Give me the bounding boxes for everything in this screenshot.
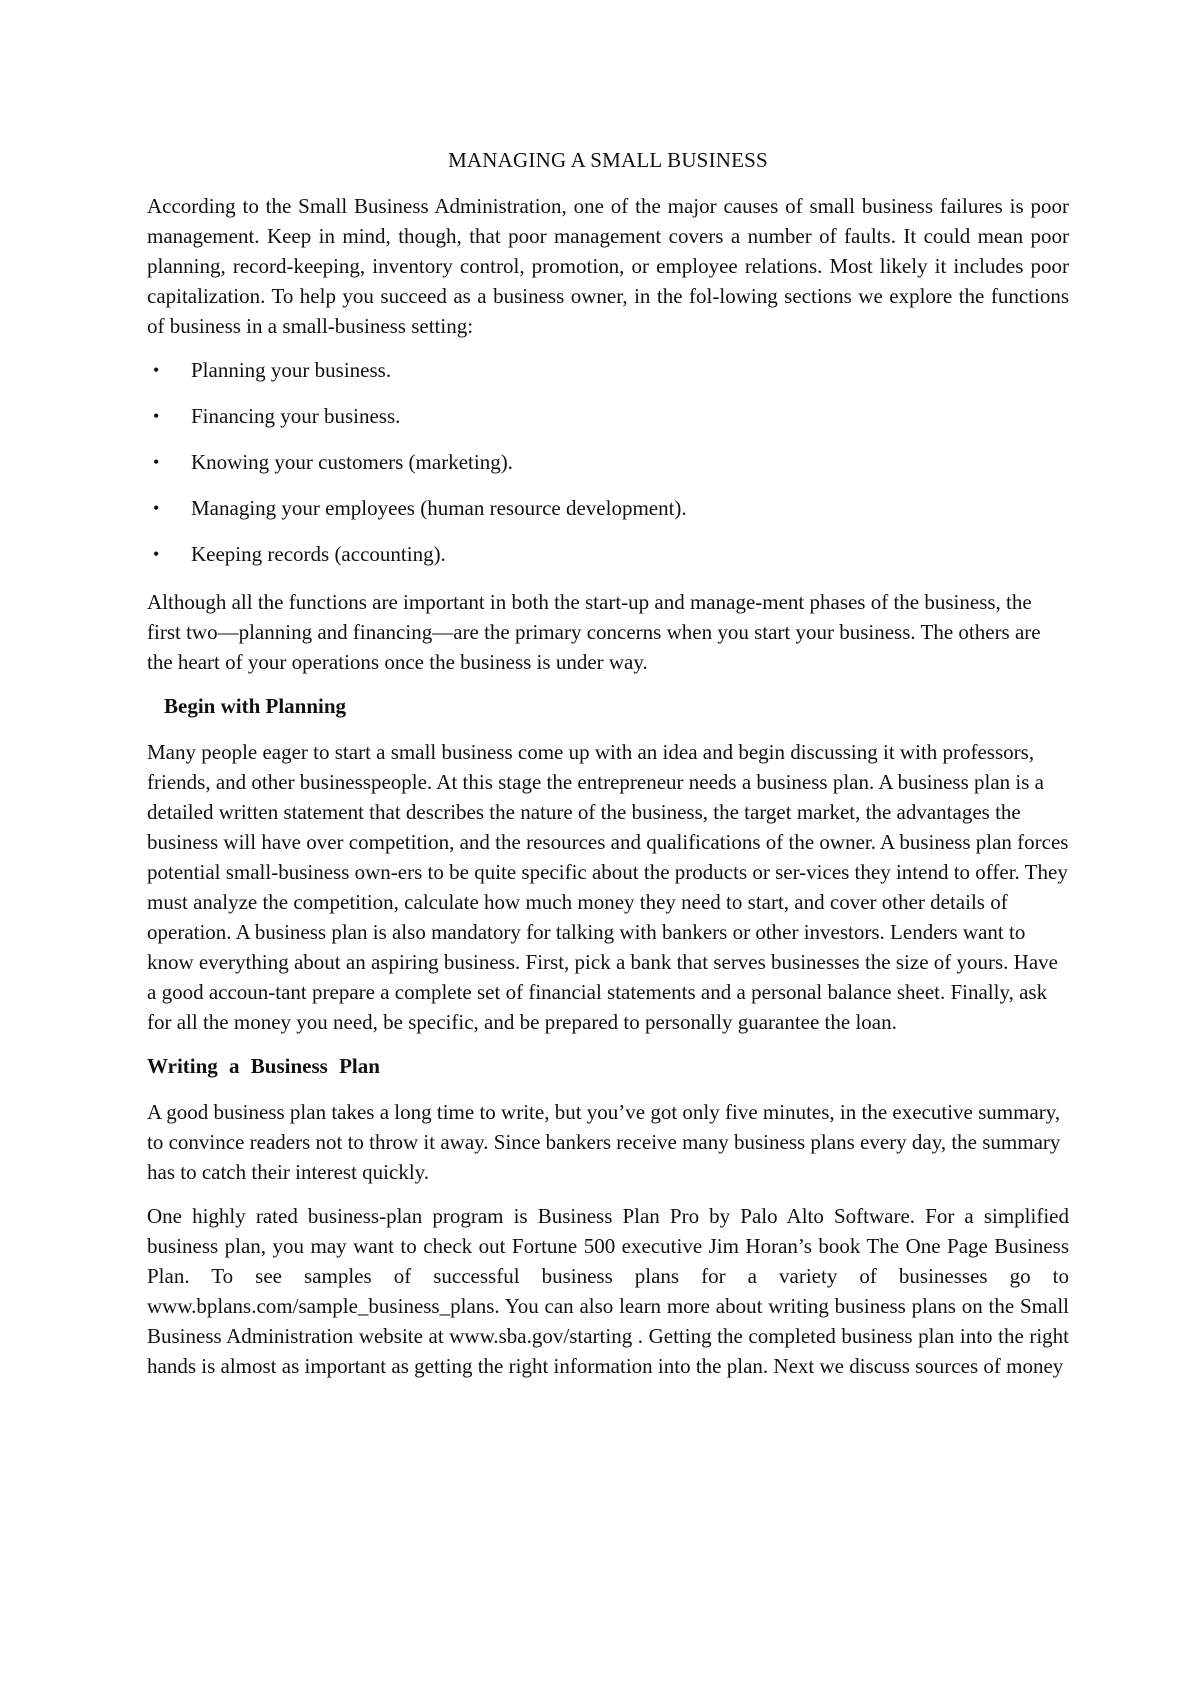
bullet-icon: • — [153, 498, 160, 518]
list-item — [147, 401, 1069, 447]
functions-list — [147, 355, 1069, 573]
bullet-icon: • — [153, 452, 160, 472]
list-item-text: Financing your business. — [191, 404, 401, 428]
bullet-icon: • — [153, 406, 160, 426]
bullet-icon: • — [153, 544, 160, 564]
list-item — [147, 447, 1069, 493]
planning-paragraph: Many people eager to start a small business come up with an idea and begin discussing it with professors, friends, and other businesspeople. At this stage the entrepreneur needs a business plan. A business plan is a detailed written statement that describes the nature of the business, the target market, the advantages the business will have over competition, and the resources and qualifications of the owner. A business plan forces potential small-business own-ers to be quite specific about the products or ser-vices they intend to offer. They must analyze the competition, calculate how much money they need to start, and cover other details of operation. A business plan is also mandatory for talking with bankers or other investors. Lenders want to know everything about an aspiring business. First, pick a bank that serves businesses the size of yours. Have a good accoun-tant prepare a complete set of financial statements and a personal balance sheet. Finally, ask for all the money you need, be specific, and be prepared to personally guarantee the loan. — [147, 740, 1069, 1034]
writing-paragraph-1: A good business plan takes a long time to write, but you’ve got only five minutes, in the executive summary, to convince readers not to throw it away. Since bankers receive many business plans every day, the summary has to catch their interest quickly. — [147, 1100, 1061, 1184]
bullet-icon: • — [153, 360, 160, 380]
list-item — [147, 539, 1069, 573]
intro-paragraph: According to the Small Business Administration, one of the major causes of small business failures is poor management. Keep in mind, though, that poor management covers a number of faults. It could mean poor planning, record-keeping, inventory control, promotion, or employee relations. Most likely it includes poor capitalization. To help you succeed as a business owner, in the fol-lowing sections we explore the functions of business in a small-business setting: — [147, 194, 1069, 338]
list-item-text: Knowing your customers (marketing). — [191, 450, 513, 474]
functions-paragraph: Although all the functions are important in both the start-up and manage-ment phases of the business, the first two—planning and financing—are the primary concerns when you start your business. The others are the heart of your operations once the business is under way. — [147, 590, 1041, 674]
heading-begin-with-planning: Begin with Planning — [164, 694, 347, 718]
heading-writing-business-plan: Writing a Business Plan — [147, 1054, 380, 1078]
writing-paragraph-2: One highly rated business-plan program is Business Plan Pro by Palo Alto Software. For a simplified business plan, you may want to check out Fortune 500 executive Jim Horan’s book The One Page Business Plan. To see samples of successful business plans for a variety of businesses go to www.bplans.com/sample_business_plans. You can also learn more about writing business plans on the Small Business Administration website at www.sba.gov/starting . Getting the completed business plan into the right hands is almost as important as getting the right information into the plan. Next we discuss sources of money — [147, 1204, 1069, 1378]
list-item-text: Planning your business. — [191, 358, 392, 382]
document-body — [147, 145, 1069, 1381]
list-item-text: Managing your employees (human resource development). — [191, 496, 687, 520]
list-item — [147, 355, 1069, 401]
list-item — [147, 493, 1069, 539]
document-title: MANAGING A SMALL BUSINESS — [448, 148, 768, 172]
list-item-text: Keeping records (accounting). — [191, 542, 446, 566]
